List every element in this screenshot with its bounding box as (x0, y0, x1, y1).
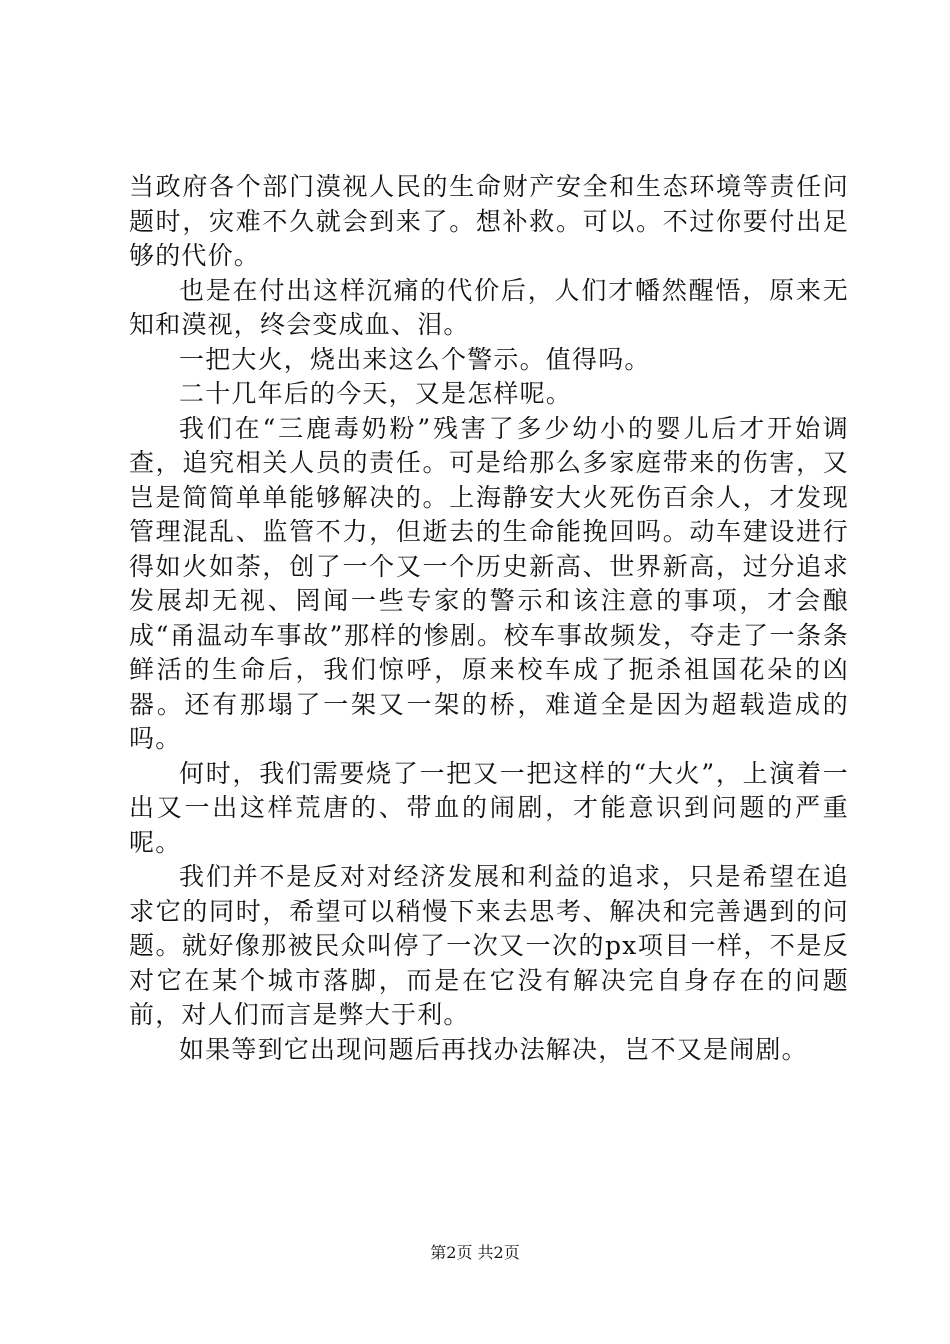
paragraph-6: 何时，我们需要烧了一把又一把这样的“大火”，上演着一出又一出这样荒唐的、带血的闹剧，才能意识到问题的严重呢。 (129, 758, 849, 857)
paragraph-4: 二十几年后的今天，又是怎样呢。 (179, 379, 573, 408)
page-footer (0, 1243, 950, 1263)
paragraph-7: 我们并不是反对对经济发展和利益的追求，只是希望在追求它的同时，希望可以稍慢下来去思考、解决和完善遇到的问题。就好像那被民众叫停了一次又一次的px项目一样，不是反对它在某个城市落脚，而是在它没有解决完自身存在的问题前，对人们而言是弊大于利。 (129, 862, 849, 1029)
paragraph-5: 我们在“三鹿毒奶粉”残害了多少幼小的婴儿后才开始调查，追究相关人员的责任。可是给那么多家庭带来的伤害，又岂是简简单单能够解决的。上海静安大火死伤百余人，才发现管理混乱、监管不力，但逝去的生命能挽回吗。动车建设进行得如火如荼，创了一个又一个历史新高、世界新高，过分追求发展却无视、罔闻一些专家的警示和该注意的事项，才会酿成“甬温动车事故”那样的惨剧。校车事故频发，夺走了一条条鲜活的生命后，我们惊呼，原来校车成了扼杀祖国花朵的凶器。还有那塌了一架又一架的桥，难道全是因为超载造成的吗。 (129, 413, 849, 753)
paragraph-3: 一把大火，烧出来这么个警示。值得吗。 (179, 344, 651, 374)
paragraph-8: 如果等到它出现问题后再找办法解决，岂不又是闹剧。 (179, 1034, 808, 1064)
document-body (129, 170, 849, 1067)
paragraph-1: 当政府各个部门漠视人民的生命财产安全和生态环境等责任问题时，灾难不久就会到来了。想补救。可以。不过你要付出足够的代价。 (129, 172, 849, 270)
paragraph-2: 也是在付出这样沉痛的代价后，人们才幡然醒悟，原来无知和漠视，终会变成血、泪。 (129, 275, 849, 339)
page-number-label: 第2页 共2页 (430, 1243, 520, 1262)
